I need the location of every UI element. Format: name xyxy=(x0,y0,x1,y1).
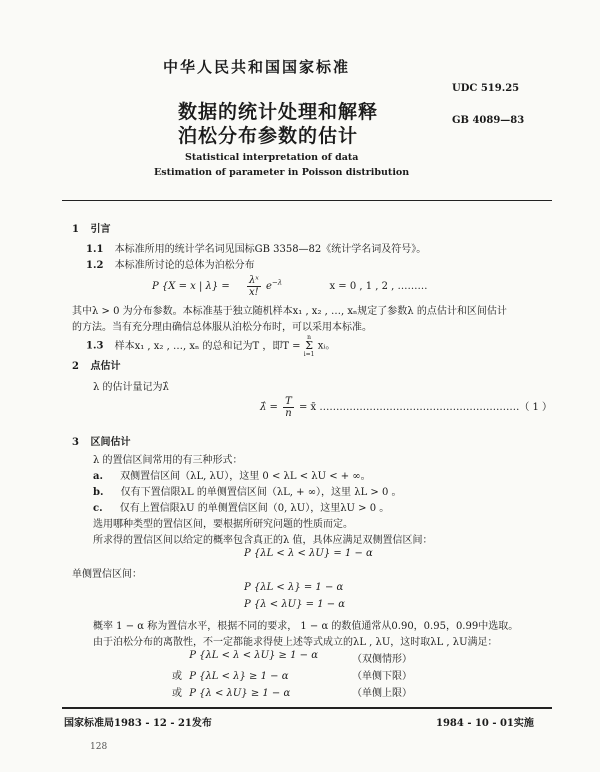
section-number: 1 xyxy=(72,224,79,235)
clause-number: 1.1 xyxy=(86,244,104,255)
condition-row xyxy=(172,650,492,665)
condition-row xyxy=(172,684,492,699)
two-sided-equation: P {λL < λ < λU} = 1 − α xyxy=(244,548,373,559)
eq-fraction xyxy=(283,396,294,419)
sum-symbol: Σ xyxy=(305,339,313,352)
condition-note: （单侧上限） xyxy=(352,688,412,699)
clause-number: 1.2 xyxy=(86,260,104,271)
list-item xyxy=(93,499,389,514)
page-number: 128 xyxy=(90,742,108,752)
eq-numerator: λˣ xyxy=(248,275,259,286)
clause-1-2 xyxy=(86,256,255,271)
eq-exp-base: e xyxy=(266,281,272,292)
eq-denominator: n xyxy=(285,408,292,419)
clause-1-1 xyxy=(86,240,426,255)
condition-note: （双侧情形） xyxy=(352,654,412,665)
interval-intro: λ 的置信区间常用的有三种形式： xyxy=(93,455,243,466)
condition-note: （单侧下限） xyxy=(352,671,412,682)
list-item xyxy=(93,467,371,482)
eq-rhs: = x̄ ……………………………………………………（ 1 ） xyxy=(298,402,553,413)
interval-text-4: 由于泊松分布的离散性，不一定都能求得使上述等式成立的λL , λU，这时取λL , λU满足： xyxy=(93,637,498,648)
interval-text-1: 选用哪种类型的置信区间，要根据所研究问题的性质而定。 xyxy=(93,519,353,530)
estimator-text: λ 的估计量记为λ̂ xyxy=(93,382,169,393)
sum-term: xᵢ。 xyxy=(317,340,336,352)
section-title: 区间估计 xyxy=(90,437,131,448)
eq-lhs: P {X = x | λ} = xyxy=(152,281,230,292)
condition-formula: P {λ < λU} ≥ 1 − α xyxy=(189,688,291,699)
interval-text-3: 概率 1 − α 称为置信水平，根据不同的要求， 1 − α 的数值通常从0.90，0.95，0.99中选取。 xyxy=(93,621,519,632)
title-cn-line2: 泊松分布参数的估计 xyxy=(178,125,359,147)
eq-values: x = 0 , 1 , 2 , ……… xyxy=(329,281,428,292)
interval-text-2: 所求得的置信区间以给定的概率包含真正的λ 值，具体应满足双侧置信区间： xyxy=(93,535,433,546)
upper-equation: P {λ < λU} = 1 − α xyxy=(244,599,346,610)
condition-formula: P {λL < λ} ≥ 1 − α xyxy=(189,671,289,682)
sum-top: n xyxy=(307,334,312,341)
clause-1-3 xyxy=(86,334,335,358)
section-1-heading xyxy=(72,220,110,235)
gb-code: GB 4089—83 xyxy=(452,115,525,126)
top-divider xyxy=(62,200,552,201)
section-title: 引言 xyxy=(90,224,111,235)
standard-heading: 中华人民共和国国家标准 xyxy=(163,58,351,76)
section-number: 3 xyxy=(72,437,79,448)
bottom-divider xyxy=(62,707,552,709)
condition-prefix: 或 xyxy=(172,688,182,699)
effective-date: 1984 - 10 - 01实施 xyxy=(436,718,534,729)
eq-lhs: λ̂ = xyxy=(260,402,278,413)
item-label: a. xyxy=(93,471,103,482)
eq-numerator: T xyxy=(285,396,292,407)
section-2-heading xyxy=(72,357,120,372)
para-1-line2: 的方法。当有充分理由确信总体服从泊松分布时，可以采用本标准。 xyxy=(72,322,372,333)
section-title: 点估计 xyxy=(90,361,121,372)
section-3-heading xyxy=(72,433,130,448)
condition-row xyxy=(172,667,492,682)
eq-denominator: x! xyxy=(249,287,259,298)
clause-text: 本标准所用的统计学名词见国标GB 3358—82《统计学名词及符号》。 xyxy=(114,244,427,255)
section-number: 2 xyxy=(72,361,79,372)
title-en-line1: Statistical interpretation of data xyxy=(185,152,359,163)
sum-bottom: i=1 xyxy=(303,351,315,358)
condition-prefix: 或 xyxy=(172,671,182,682)
sum-operator xyxy=(304,334,315,358)
list-item xyxy=(93,483,402,498)
clause-text: 样本x₁ , x₂ , …, xₙ 的总和记为T ，即T = xyxy=(114,340,304,352)
para-1-line1: 其中λ > 0 为分布参数。本标准基于独立随机样本x₁ , x₂ , …, xₙ规定了参数λ 的点估计和区间估计 xyxy=(72,306,507,317)
item-text: 仅有下置信限λL 的单侧置信区间（λL, + ∞），这里 λL > 0 。 xyxy=(120,487,402,498)
item-text: 仅有上置信限λU 的单侧置信区间（0, λU），这里λU > 0 。 xyxy=(119,503,390,514)
eq-exp-sup: −λ xyxy=(271,278,283,287)
lower-equation: P {λL < λ} = 1 − α xyxy=(244,582,344,593)
title-cn-line1: 数据的统计处理和解释 xyxy=(178,101,379,123)
eq-fraction xyxy=(247,275,261,298)
single-sided-label: 单侧置信区间： xyxy=(72,569,142,580)
title-en-line2: Estimation of parameter in Poisson distribution xyxy=(154,167,410,178)
item-label: c. xyxy=(93,503,103,514)
issued-date: 国家标准局1983 - 12 - 21发布 xyxy=(64,718,212,729)
clause-text: 本标准所讨论的总体为泊松分布 xyxy=(114,260,255,271)
item-label: b. xyxy=(93,487,104,498)
estimator-equation xyxy=(260,396,552,419)
item-text: 双侧置信区间（λL, λU），这里 0 < λL < λU < + ∞。 xyxy=(120,471,371,482)
clause-number: 1.3 xyxy=(86,340,104,352)
poisson-equation xyxy=(152,275,428,298)
udc-code: UDC 519.25 xyxy=(452,83,520,94)
condition-formula: P {λL < λ < λU} ≥ 1 − α xyxy=(189,650,318,661)
